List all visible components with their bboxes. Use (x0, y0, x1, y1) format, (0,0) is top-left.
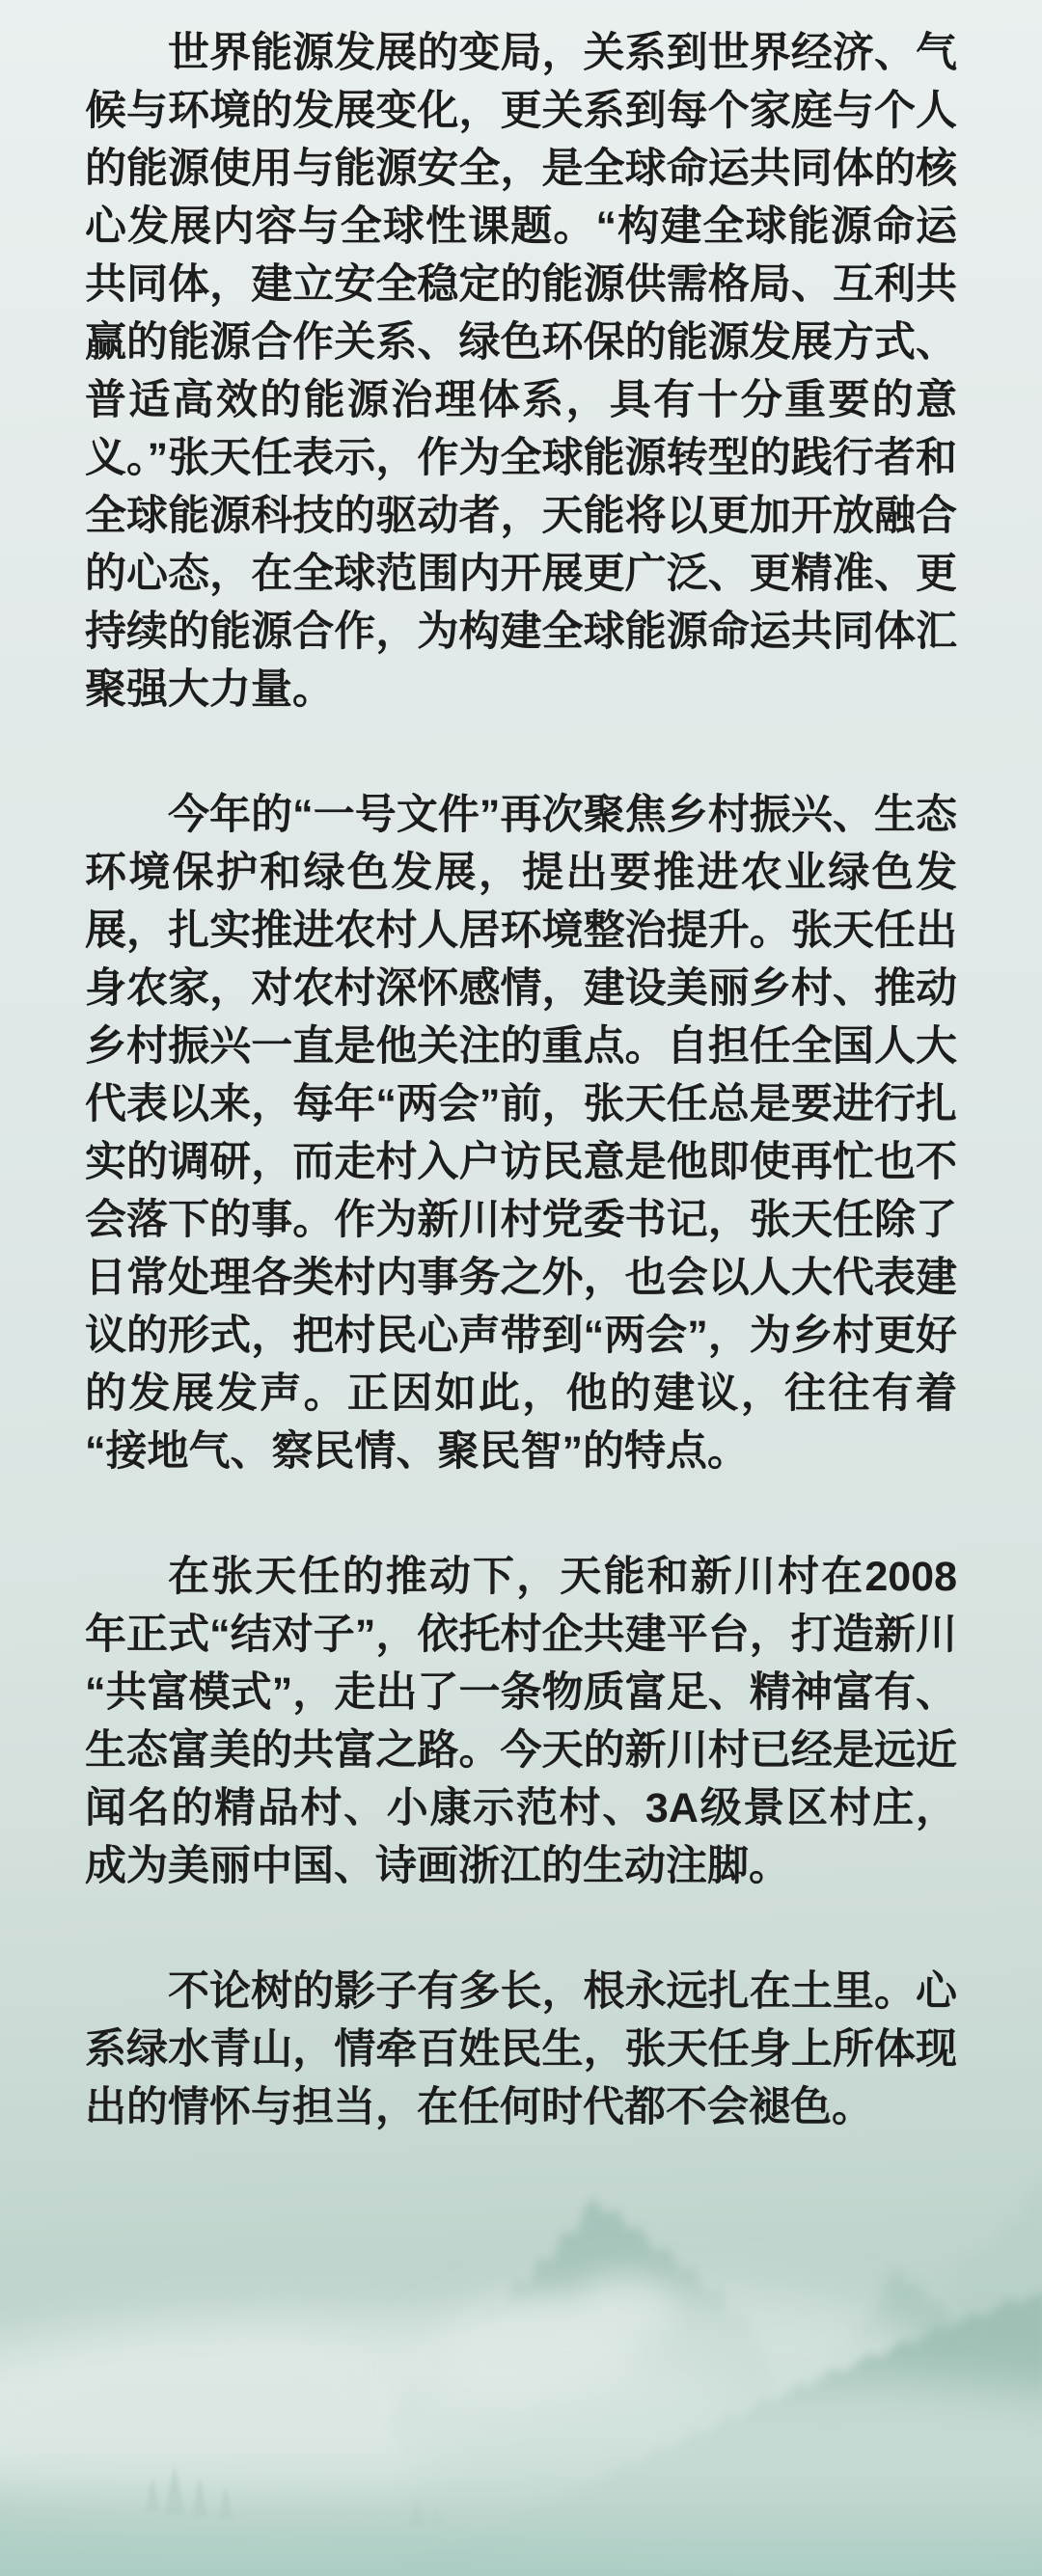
bottom-fog-gradient (0, 2430, 1042, 2576)
paragraph-closing: 不论树的影子有多长，根永远扎在土里。心系绿水青山，情牵百姓民生，张天任身上所体现出的情怀与担当，在任何时代都不会褪色。 (85, 1968, 957, 2130)
paragraph-global-energy: 世界能源发展的变局，关系到世界经济、气候与环境的发展变化，更关系到每个家庭与个人的能源使用与能源安全，是全球命运共同体的核心发展内容与全球性课题。“构建全球能源命运共同体，建立安全稳定的能源供需格局、互利共赢的能源合作关系、绿色环保的能源发展方式、普适高效的能源治理体系，具有十分重要的意义。”张天任表示，作为全球能源转型的践行者和全球能源科技的驱动者，天能将以更加开放融合的心态，在全球范围内开展更广泛、更精准、更持续的能源合作，为构建全球能源命运共同体汇聚强大力量。 (85, 30, 957, 713)
paragraph-rural-revitalization: 今年的“一号文件”再次聚焦乡村振兴、生态环境保护和绿色发展，提出要推进农业绿色发展，扎实推进农村人居环境整治提升。张天任出身农家，对农村深怀感情，建设美丽乡村、推动乡村振兴一直是他关注的重点。自担任全国人大代表以来，每年“两会”前，张天任总是要进行扎实的调研，而走村入户访民意是他即使再忙也不会落下的事。作为新川村党委书记，张天任除了日常处理各类村内事务之外，也会以人大代表建议的形式，把村民心声带到“两会”，为乡村更好的发展发声。正因如此，他的建议，往往有着“接地气、察民情、聚民智”的特点。 (85, 792, 957, 1475)
misty-mountains-image (0, 2074, 1042, 2576)
misty-mountains-illustration (0, 2074, 1042, 2576)
paragraph-xinchuan-village: 在张天任的推动下，天能和新川村在2008年正式“结对子”，依托村企共建平台，打造新川“共富模式”，走出了一条物质富足、精神富有、生态富美的共富之路。今天的新川村已经是远近闻名的精品村、小康示范村、3A级景区村庄，成为美丽中国、诗画浙江的生动注脚。 (85, 1554, 957, 1889)
